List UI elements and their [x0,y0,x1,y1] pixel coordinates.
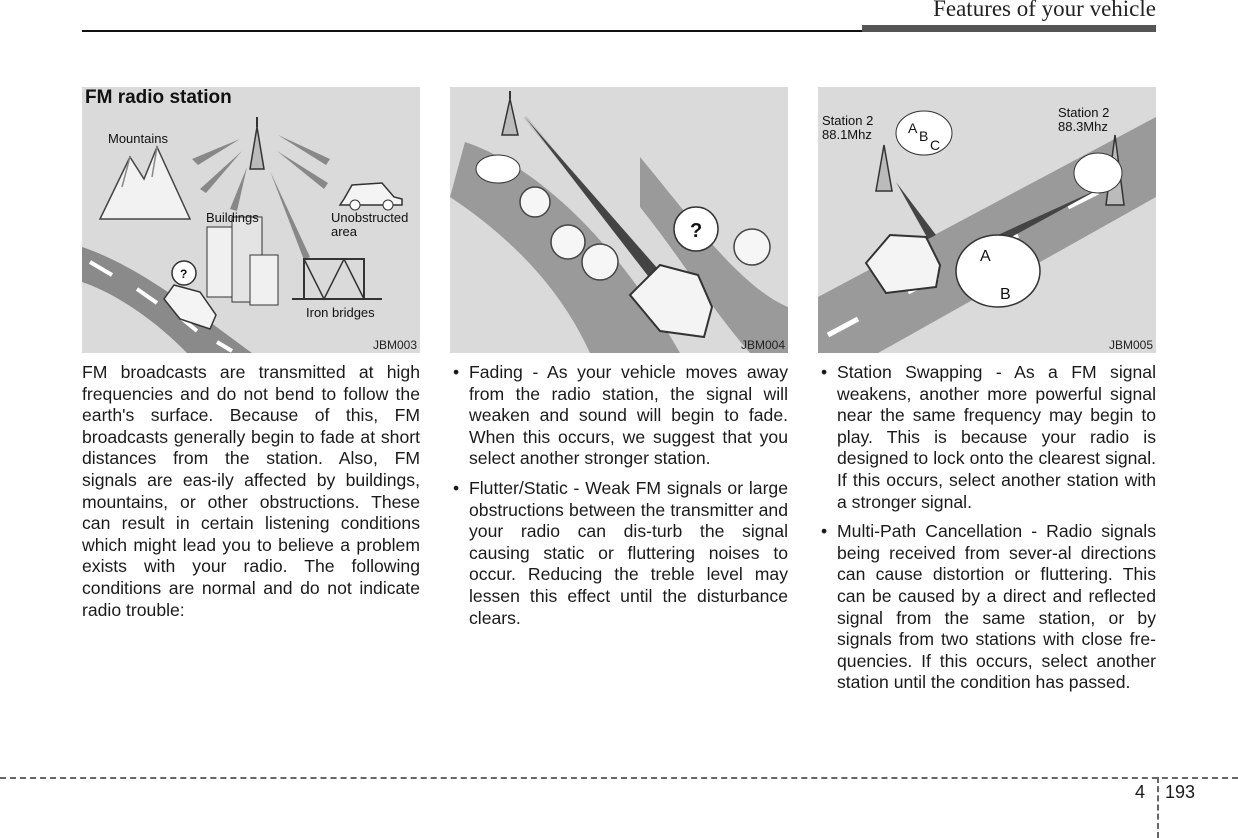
station-left-freq: 88.1Mhz [822,127,872,142]
bullet-multi-path [818,521,1156,694]
header-rule-accent [862,25,1156,32]
mixed-letter-a: A [980,248,991,265]
bullet-fading [450,362,788,470]
bullet-dot: • [453,362,460,382]
bullet-text: Flutter/Static - Weak FM signals or large obstructions between the transmitter and your radio can dis-turb the signal causing static or fluttering noises to occur. Reducing the treble level may lessen this effect until the disturbance clears. [469,477,788,628]
bullet-dot: • [453,477,460,498]
figure-code: JBM005 [1108,338,1153,352]
buildings-label: Buildings [206,210,259,225]
bullet-dot: • [821,362,828,382]
iron-bridges-label: Iron bridges [306,305,375,320]
figure-fm-radio-station [82,87,420,353]
sound-bubble [1074,153,1122,193]
fm-obstruction-illustration [82,87,420,353]
bubble-letter-c: C [930,137,941,153]
footer-rule [0,777,1238,779]
figure-station-swapping [818,87,1156,353]
bubble-letter-b: B [919,128,929,144]
fading-illustration [450,87,788,353]
question-mark-label: ? [180,267,188,281]
page-header-title: Features of your vehicle [933,0,1156,21]
column-swapping-multipath [818,362,1156,702]
station-left-name: Station 2 [822,113,874,128]
footer-divider [1157,777,1159,838]
bubble-letter-a: A [908,120,918,136]
question-mark-label: ? [690,220,703,242]
figure-fading [450,87,788,353]
mixed-letter-b: B [1000,286,1011,303]
mixed-signal-bubble [956,235,1040,307]
chapter-number: 4 [1135,782,1146,802]
header-rule [82,30,862,32]
area-label: area [331,224,358,239]
station-right-freq: 88.3Mhz [1058,119,1108,134]
figure-code: JBM004 [740,338,785,352]
station-right-name: Station 2 [1058,105,1110,120]
bullet-text: Station Swapping - As a FM signal weakens, another more powerful signal near the same frequency may begin to play. This is because your radio is designed to lock onto the clearest signal. If this occurs, select another station with a stronger signal. [837,362,1156,512]
page-number: 193 [1165,782,1196,802]
figure-title: FM radio station [85,87,232,108]
bullet-flutter-static [450,478,788,629]
bullet-text: Multi-Path Cancellation - Radio signals being received from sever-al directions can cause distortion or fluttering. This can be caused by a direct and reflected signal from the same station, or by signals from two stations with close fre-quencies. If this occurs, select another station until the condition has passed. [837,521,1156,693]
figure-code: JBM003 [372,338,417,352]
unobstructed-label: Unobstructed [331,210,409,225]
bullet-text: Fading - As your vehicle moves away from the radio station, the signal will weaken and sound will begin to fade. When this occurs, we suggest that you select another stronger station. [469,362,788,469]
mountains-label: Mountains [108,131,168,146]
column-intro [82,362,420,621]
intro-paragraph: FM broadcasts are transmitted at high frequencies and do not bend to follow the earth's surface. Because of this, FM broadcasts generally begin to fade at short distances from the station. Also, FM signals are eas-ily affected by buildings, mountains, or other obstructions. These can result in certain listening conditions which might lead you to believe a problem exists with your radio. The following conditions are normal and do not indicate radio trouble: [82,362,420,620]
column-fading-flutter [450,362,788,637]
sound-bubble [476,155,520,183]
bullet-station-swapping [818,362,1156,513]
bullet-dot: • [821,521,828,542]
station-swapping-illustration [818,87,1156,353]
